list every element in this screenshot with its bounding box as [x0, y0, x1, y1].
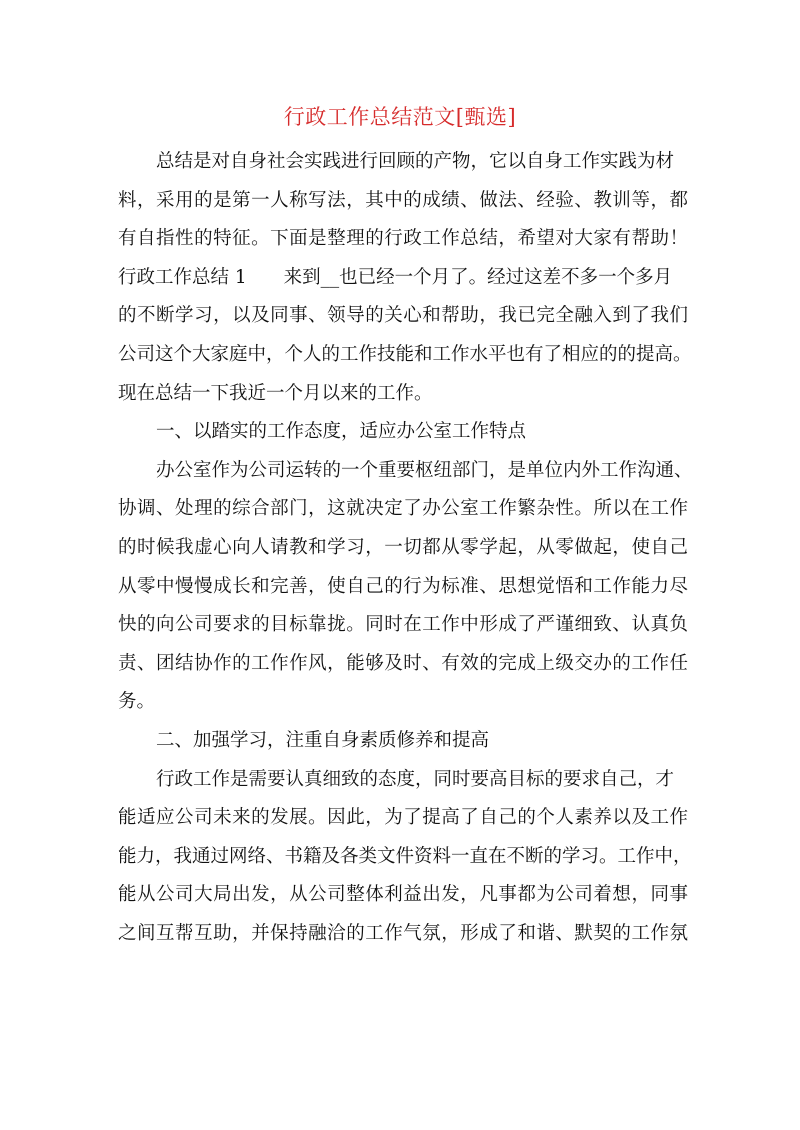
text-line: 总结是对自身社会实践进行回顾的产物，它以自身工作实践为材: [156, 151, 675, 172]
section-heading: 二、加强学习，注重自身素质修养和提高: [156, 729, 490, 751]
text-line: 的时候我虚心向人请教和学习，一切都从零学起，从零做起，使自己: [118, 536, 688, 558]
text-line: 有自指性的特征。下面是整理的行政工作总结，希望对大家有帮助！: [118, 228, 688, 250]
text-line: 办公室作为公司运转的一个重要枢纽部门，是单位内外工作沟通、: [156, 459, 693, 481]
text-line: 的不断学习，以及同事、领导的关心和帮助，我已完全融入到了我们: [118, 305, 688, 327]
document-body: [118, 143, 693, 953]
text-line: 能力，我通过网络、书籍及各类文件资料一直在不断的学习。工作中，: [118, 845, 692, 867]
text-line: 快的向公司要求的目标靠拢。同时在工作中形成了严谨细致、认真负: [118, 614, 688, 636]
text-line: 公司这个大家庭中，个人的工作技能和工作水平也有了相应的的提高。: [118, 343, 692, 365]
text-line: 现在总结一下我近一个月以来的工作。: [118, 382, 433, 404]
text-line: 务。: [118, 691, 156, 713]
text-line: 行政工作总结 1 来到__也已经一个月了。经过这差不多一个多月: [118, 266, 673, 288]
text-line: 责、团结协作的工作作风，能够及时、有效的完成上级交办的工作任: [118, 652, 688, 674]
text-line: 行政工作是需要认真细致的态度，同时要高目标的要求自己，才: [156, 768, 675, 790]
text-line: 料，采用的是第一人称写法，其中的成绩、做法、经验、教训等，都: [118, 189, 688, 211]
text-line: 能适应公司未来的发展。因此，为了提高了自己的个人素养以及工作: [118, 807, 688, 829]
document-title: 行政工作总结范文[甄选]: [283, 105, 517, 129]
text-line: 协调、处理的综合部门，这就决定了办公室工作繁杂性。所以在工作: [118, 498, 688, 520]
text-line: 从零中慢慢成长和完善，使自己的行为标准、思想觉悟和工作能力尽: [118, 575, 688, 597]
text-line: 能从公司大局出发，从公司整体利益出发，凡事都为公司着想，同事: [118, 884, 688, 906]
section-heading: 一、以踏实的工作态度，适应办公室工作特点: [156, 421, 527, 443]
text-line: 之间互帮互助，并保持融洽的工作气氛，形成了和谐、默契的工作氛: [118, 922, 688, 944]
